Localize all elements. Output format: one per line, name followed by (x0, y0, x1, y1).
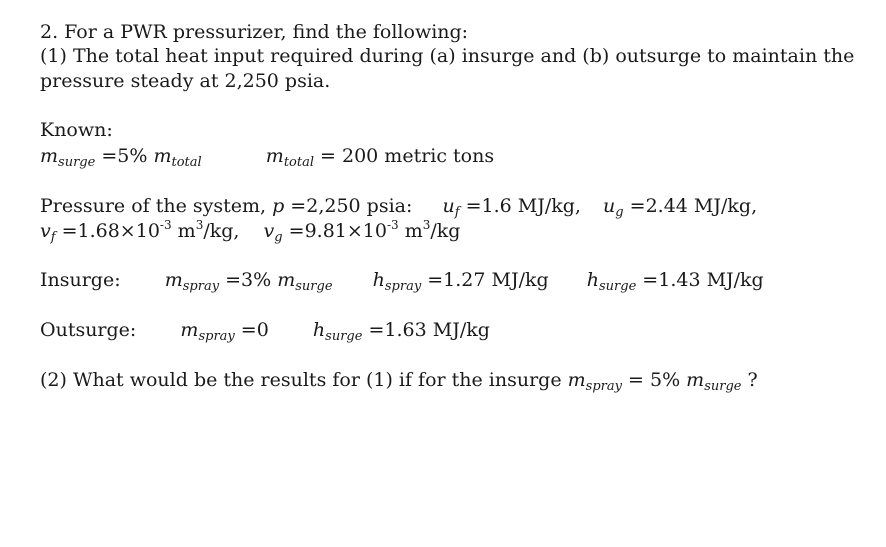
p-var: p (272, 195, 285, 217)
ug-expression (603, 195, 758, 220)
vf-sub: f (50, 230, 56, 245)
ug-var: u (603, 195, 616, 217)
part2-mspray-var: m (567, 369, 586, 391)
insurge-mspray-sub: spray (182, 279, 220, 294)
vg-var: v (263, 220, 275, 242)
m-surge-var: m (40, 145, 59, 167)
vg-eq: =9.81×10 (282, 220, 387, 242)
insurge-hspray-sub: spray (384, 279, 422, 294)
ug-eq: =2.44 MJ/kg, (623, 195, 758, 217)
insurge-mspray-eq: =3% (219, 269, 278, 291)
insurge-hsurge-expression (586, 269, 764, 294)
vf-unit-m: m (171, 220, 196, 242)
vf-unit-exp: 3 (195, 218, 204, 232)
part2-mspray-sub: spray (585, 379, 622, 394)
outsurge-mspray-expression (180, 319, 269, 344)
m-total-expression (265, 145, 495, 170)
vg-exp: -3 (386, 218, 399, 232)
known-values-line (40, 144, 494, 171)
m-surge-sub: surge (58, 155, 96, 170)
system-line2 (40, 219, 460, 246)
m-total-sub: total (171, 155, 202, 170)
vg-unit-exp: 3 (422, 218, 431, 232)
vg-unit-m: m (398, 220, 423, 242)
outsurge-hsurge-eq: =1.63 MJ/kg (362, 319, 490, 341)
outsurge-hsurge-var: h (312, 319, 326, 341)
part2-eq: = 5% (621, 369, 687, 391)
insurge-mspray-expression (164, 269, 333, 294)
uf-expression (442, 195, 581, 220)
insurge-hspray-eq: =1.27 MJ/kg (421, 269, 549, 291)
outsurge-mspray-sub: spray (198, 329, 235, 344)
insurge-label: Insurge: (40, 269, 121, 291)
outsurge-hsurge-sub: surge (325, 329, 363, 344)
pressure-text: Pressure of the system, (40, 195, 273, 217)
known-label: Known: (40, 119, 113, 141)
uf-var: u (442, 195, 455, 217)
uf-sub: f (454, 205, 460, 220)
m-total2-sub: total (283, 155, 314, 170)
vg-unit-rest: /kg (430, 220, 461, 242)
part2-end: ? (741, 369, 758, 391)
m-total2-var: m (265, 145, 284, 167)
vf-eq: =1.68×10 (55, 220, 160, 242)
uf-eq: =1.6 MJ/kg, (459, 195, 581, 217)
insurge-hsurge-sub: surge (598, 279, 637, 294)
outsurge-hsurge-expression (312, 319, 490, 344)
problem-heading: 2. For a PWR pressurizer, find the following: (40, 21, 469, 43)
vf-unit-rest: /kg, (203, 220, 240, 242)
vf-var: v (40, 220, 51, 242)
ug-sub: g (615, 205, 624, 220)
insurge-msurge-sub: surge (295, 279, 333, 294)
outsurge-mspray-var: m (180, 319, 199, 341)
m-surge-expression (40, 145, 202, 170)
vg-sub: g (274, 230, 283, 245)
insurge-hsurge-eq: =1.43 MJ/kg (636, 269, 764, 291)
vf-expression (40, 218, 240, 245)
part1-line2: pressure steady at 2,250 psia. (40, 70, 331, 92)
insurge-hsurge-var: h (586, 269, 599, 291)
part2-line (40, 368, 758, 395)
m-total-var: m (153, 145, 172, 167)
part1-line1: (1) The total heat input required during (a) insurge and (b) outsurge to maintain the (40, 45, 855, 67)
p-eq: =2,250 psia: (284, 195, 413, 217)
vg-expression (263, 218, 461, 245)
outsurge-label: Outsurge: (40, 319, 137, 341)
part2-msurge-var: m (686, 369, 705, 391)
insurge-mspray-var: m (164, 269, 183, 291)
part2-text: (2) What would be the results for (1) if for the insurge (40, 369, 568, 391)
vf-exp: -3 (159, 218, 172, 232)
outsurge-line (40, 318, 490, 345)
m-surge-eq: =5% (95, 145, 154, 167)
outsurge-mspray-eq: =0 (234, 319, 269, 341)
insurge-hspray-expression (372, 269, 549, 294)
system-line1 (40, 194, 757, 221)
insurge-hspray-var: h (372, 269, 385, 291)
part2-msurge-sub: surge (704, 379, 742, 394)
insurge-msurge-var: m (277, 269, 296, 291)
m-total2-eq: = 200 metric tons (314, 145, 495, 167)
insurge-line (40, 268, 764, 295)
